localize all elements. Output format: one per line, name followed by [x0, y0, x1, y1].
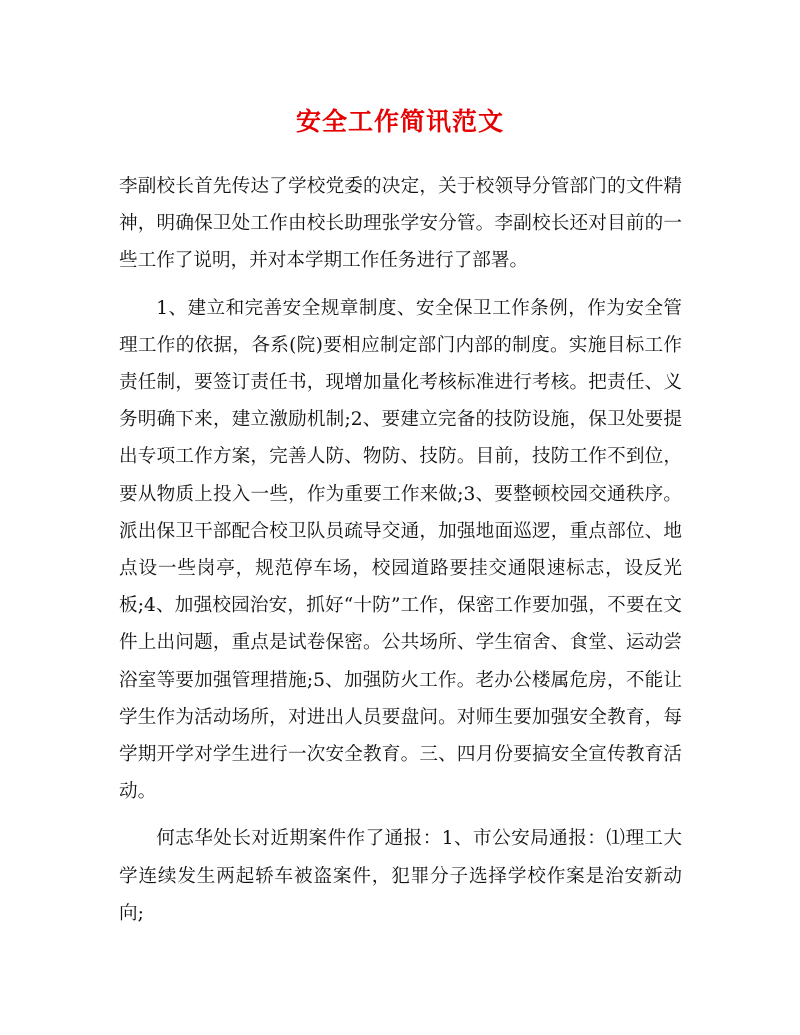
paragraph-tasks: 1、建立和完善安全规章制度、安全保卫工作条例，作为安全管理工作的依据，各系(院)要相应制定部门内部的制度。实施目标工作责任制，要签订责任书，现增加量化考核标准进行考核。把责任、义务明确下来，建立激励机制;2、要建立完备的技防设施，保卫处要提出专项工作方案，完善人防、物防、技防。目前，技防工作不到位，要从物质上投入一些，作为重要工作来做;3、要整顿校园交通秩序。派出保卫干部配合校卫队员疏导交通，加强地面巡逻，重点部位、地点设一些岗亭，规范停车场，校园道路要挂交通限速标志，设反光板;4、加强校园治安，抓好“十防”工作，保密工作要加强，不要在文件上出问题，重点是试卷保密。公共场所、学生宿舍、食堂、运动尝浴室等要加强管理措施;5、加强防火工作。老办公楼属危房，不能让学生作为活动场所，对进出人员要盘问。对师生要加强安全教育，每学期开学对学生进行一次安全教育。三、四月份要搞安全宣传教育活动。 — [119, 297, 682, 803]
document-body — [119, 168, 682, 932]
document-title: 安全工作简讯范文 — [295, 107, 504, 136]
paragraph-intro: 李副校长首先传达了学校党委的决定，关于校领导分管部门的文件精神，明确保卫处工作由校长助理张学安分管。李副校长还对目前的一些工作了说明，并对本学期工作任务进行了部署。 — [119, 176, 682, 272]
paragraph-case-report: 何志华处长对近期案件作了通报：1、市公安局通报：⑴理工大学连续发生两起轿车被盗案件，犯罪分子选择学校作案是治安新动向; — [119, 828, 682, 924]
